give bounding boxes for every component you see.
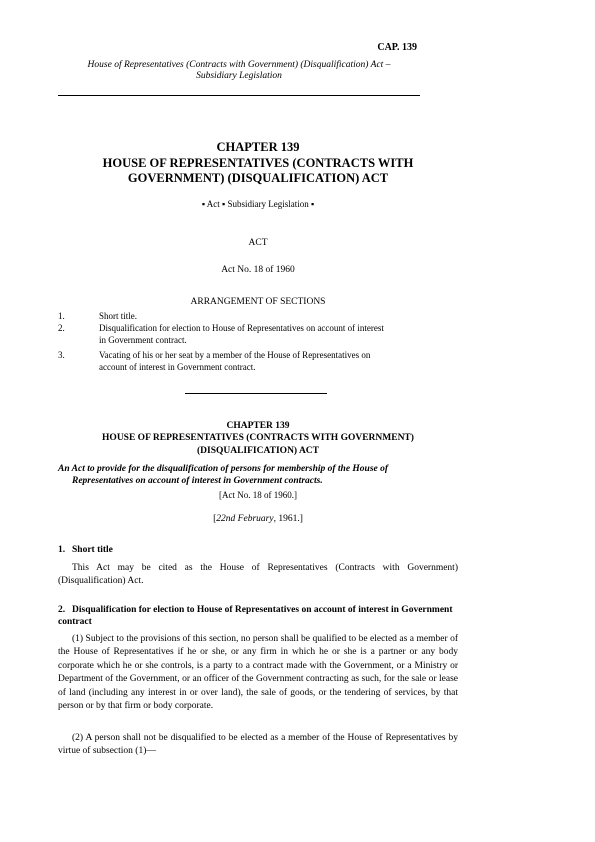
- section-title-line: account of interest in Government contract.: [99, 361, 256, 372]
- section-1-heading: [58, 544, 458, 556]
- section-link[interactable]: [99, 311, 459, 323]
- section-number: 3.: [58, 350, 65, 360]
- section-2-subsection-2: (2) A person shall not be disqualified to be elected as a member of the House of Representatives by virtue of subsection (1)—: [58, 733, 458, 757]
- section-link[interactable]: [99, 323, 459, 346]
- body-title-line-1: HOUSE OF REPRESENTATIVES (CONTRACTS WITH GOVERNMENT): [102, 433, 414, 444]
- long-title-line-2: Representatives on account of interest in Government contracts.: [72, 476, 323, 487]
- act-number: Act No. 18 of 1960: [221, 265, 295, 275]
- section-title-line: Short title.: [99, 311, 137, 321]
- section-title-line: in Government contract.: [99, 334, 187, 345]
- section-1-title: Short title: [72, 545, 113, 555]
- date-open: [: [213, 514, 217, 524]
- section-2-heading: [58, 604, 458, 629]
- nav-links[interactable]: ▪ Act ▪ Subsidiary Legislation ▪: [201, 199, 315, 209]
- act-reference: [Act No. 18 of 1960.]: [219, 490, 297, 500]
- section-title-line: Disqualification for election to House of Representatives on account of interest: [99, 323, 384, 333]
- section-1-text: This Act may be cited as the House of Representatives (Contracts with Government) (Disqualification) Act.: [58, 563, 458, 587]
- section-link[interactable]: [99, 350, 459, 373]
- body-title-line-2: (DISQUALIFICATION) ACT: [196, 445, 320, 456]
- chapter-cap-number: CAP. 139: [377, 42, 417, 53]
- act-label: ACT: [248, 238, 268, 248]
- section-number: 1.: [58, 311, 65, 321]
- act-title-line-1: HOUSE OF REPRESENTATIVES (CONTRACTS WITH: [102, 155, 414, 170]
- chapter-title-block: [58, 140, 458, 187]
- section-title-line: Vacating of his or her seat by a member of the House of Representatives on: [99, 350, 371, 360]
- section-2-number: 2.: [58, 605, 66, 615]
- running-header: [58, 60, 420, 83]
- long-title-line-1: An Act to provide for the disqualification of persons for membership of the House of: [58, 464, 389, 474]
- section-2-title: Disqualification for election to House of Representatives on account of interest in Government contract: [58, 605, 453, 628]
- long-title: [58, 463, 458, 488]
- section-number: 2.: [58, 323, 65, 333]
- section-divider: [185, 393, 327, 394]
- section-2-subsection-1: (1) Subject to the provisions of this section, no person shall be qualified to be elected as a member of the House of Representatives if he or she, or any firm in which he or she is a partner or any body corporate which he or she controls, is a party to a contract made with the Government, or a Ministry or Department of the Government, or an officer of the Government contracting as such, for the sale or lease of land (including any interest in or over land), the sale of goods, or the tendering of services, by that person or by that firm or body corporate.: [58, 634, 458, 712]
- running-title: House of Representatives (Contracts with Government) (Disqualification) Act –: [87, 60, 391, 70]
- act-title-line-2: GOVERNMENT) (DISQUALIFICATION) ACT: [127, 171, 389, 186]
- arrangement-heading: ARRANGEMENT OF SECTIONS: [190, 297, 326, 307]
- body-chapter-number: CHAPTER 139: [226, 421, 290, 431]
- date-italic: 22nd February: [216, 514, 274, 524]
- running-subtitle: Subsidiary Legislation: [196, 71, 282, 82]
- date-rest: , 1961.]: [273, 514, 303, 524]
- commencement-date: [58, 514, 458, 524]
- section-1-number: 1.: [58, 545, 66, 555]
- body-chapter-title: [58, 420, 458, 457]
- header-rule: [58, 95, 420, 96]
- chapter-number: CHAPTER 139: [216, 140, 300, 154]
